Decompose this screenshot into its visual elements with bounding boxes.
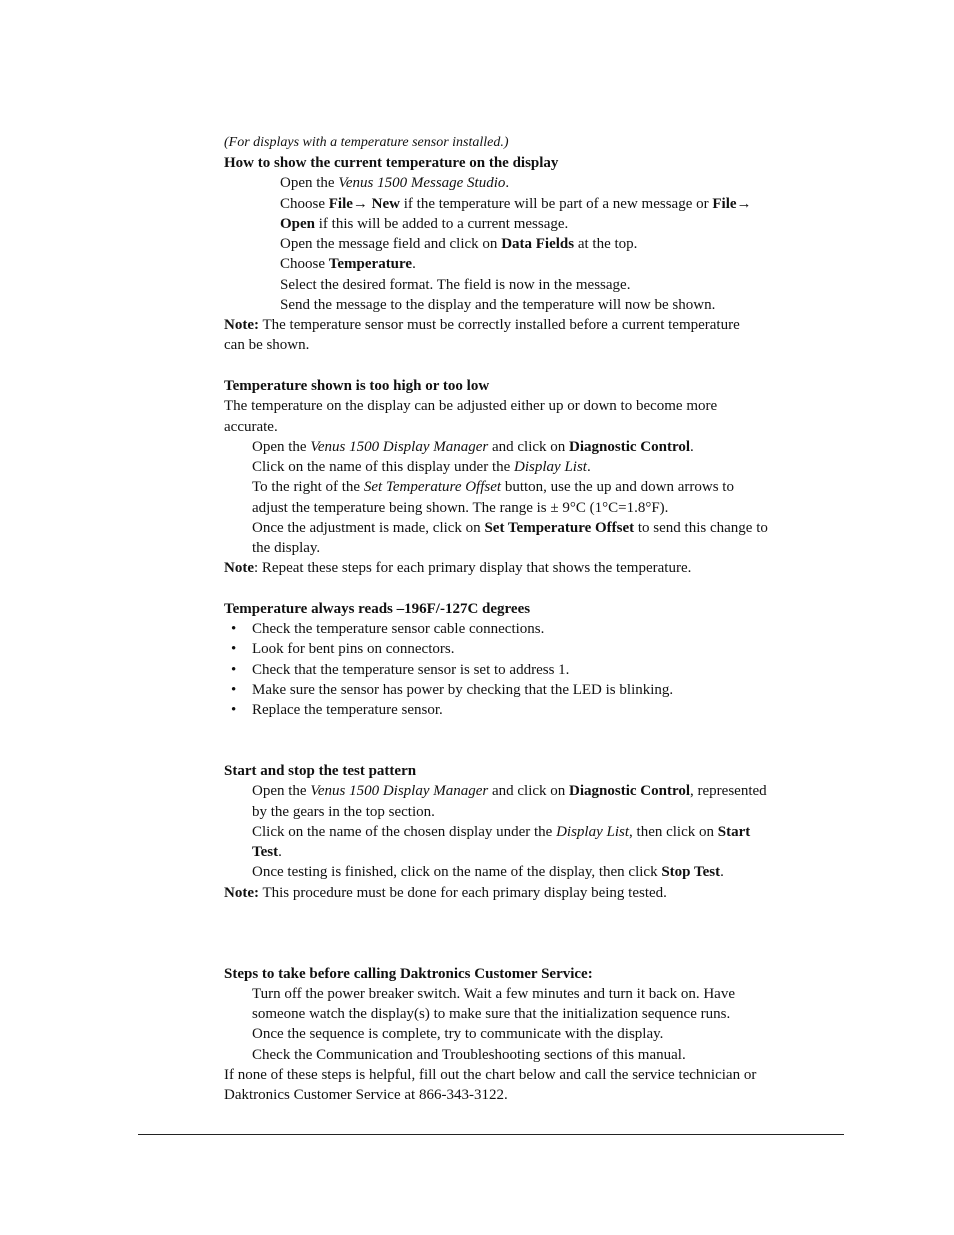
section-heading-test-pattern: Start and stop the test pattern — [224, 763, 417, 779]
step-stop-test: Once testing is finished, click on the name of the display, then click Stop Test. — [252, 864, 724, 880]
bullet-icon: • — [231, 621, 237, 637]
arrow-right-icon: → — [352, 196, 368, 212]
step-choose-file-cont: Open if this will be added to a current message. — [280, 216, 569, 232]
section-context-note: (For displays with a temperature sensor installed.) — [224, 135, 509, 150]
bullet-icon: • — [231, 682, 237, 698]
step-power-cycle: Turn off the power breaker switch. Wait a few minutes and turn it back on. Have — [252, 986, 735, 1002]
step-use-arrows: To the right of the Set Temperature Offset button, use the up and down arrows to — [252, 479, 734, 495]
step-check-sections: Check the Communication and Troubleshooting sections of this manual. — [252, 1047, 686, 1063]
bullet-icon: • — [231, 702, 237, 718]
step-click-display-name: Click on the name of this display under the Display List. — [252, 459, 591, 475]
list-item: Make sure the sensor has power by checking that the LED is blinking. — [252, 682, 674, 698]
step-set-offset: Once the adjustment is made, click on Set Temperature Offset to send this change to — [252, 520, 768, 536]
arrow-right-icon: → — [736, 196, 752, 212]
footer-divider — [138, 1134, 844, 1135]
step-set-offset-cont: the display. — [252, 540, 321, 556]
list-item: Replace the temperature sensor. — [252, 702, 443, 718]
bullet-icon: • — [231, 662, 237, 678]
adjust-intro: The temperature on the display can be adjusted either up or down to become more — [224, 398, 718, 414]
step-choose-file: Choose File→ New if the temperature will be part of a new message or File→ — [280, 196, 752, 212]
step-open-data-fields: Open the message field and click on Data Fields at the top. — [280, 236, 638, 252]
adjust-intro-cont: accurate. — [224, 419, 278, 435]
section-heading-show-temperature: How to show the current temperature on the display — [224, 155, 559, 171]
step-choose-temperature: Choose Temperature. — [280, 256, 416, 272]
note-repeat-steps: Note: Repeat these steps for each primary display that shows the temperature. — [224, 560, 692, 576]
note-sensor-installed-cont: can be shown. — [224, 337, 310, 353]
step-power-cycle-cont: someone watch the display(s) to make sure that the initialization sequence runs. — [252, 1006, 731, 1022]
step-start-test-cont: Test. — [252, 844, 282, 860]
step-select-format: Select the desired format. The field is now in the message. — [280, 277, 631, 293]
closing-text-cont: Daktronics Customer Service at 866-343-3122. — [224, 1087, 508, 1103]
section-heading-before-calling: Steps to take before calling Daktronics Customer Service: — [224, 966, 593, 982]
step-use-arrows-cont: adjust the temperature being shown. The range is ± 9°C (1°C=1.8°F). — [252, 500, 669, 516]
section-heading-temperature-reads: Temperature always reads –196F/-127C degrees — [224, 601, 531, 617]
step-open-message-studio: Open the Venus 1500 Message Studio. — [280, 175, 510, 191]
bullet-icon: • — [231, 641, 237, 657]
step-try-communicate: Once the sequence is complete, try to communicate with the display. — [252, 1026, 664, 1042]
step-open-diagnostic-control: Open the Venus 1500 Display Manager and click on Diagnostic Control, represented — [252, 783, 767, 799]
list-item: Check the temperature sensor cable connections. — [252, 621, 545, 637]
list-item: Check that the temperature sensor is set to address 1. — [252, 662, 570, 678]
section-heading-temperature-offset: Temperature shown is too high or too low — [224, 378, 490, 394]
note-sensor-installed: Note: The temperature sensor must be correctly installed before a current temperature — [224, 317, 740, 333]
closing-text: If none of these steps is helpful, fill out the chart below and call the service technician or — [224, 1067, 757, 1083]
list-item: Look for bent pins on connectors. — [252, 641, 455, 657]
step-open-diagnostic-control-cont: by the gears in the top section. — [252, 804, 435, 820]
step-open-display-manager: Open the Venus 1500 Display Manager and click on Diagnostic Control. — [252, 439, 694, 455]
step-send-message: Send the message to the display and the temperature will now be shown. — [280, 297, 716, 313]
note-each-display: Note: This procedure must be done for each primary display being tested. — [224, 885, 667, 901]
step-start-test: Click on the name of the chosen display under the Display List, then click on Start — [252, 824, 751, 840]
